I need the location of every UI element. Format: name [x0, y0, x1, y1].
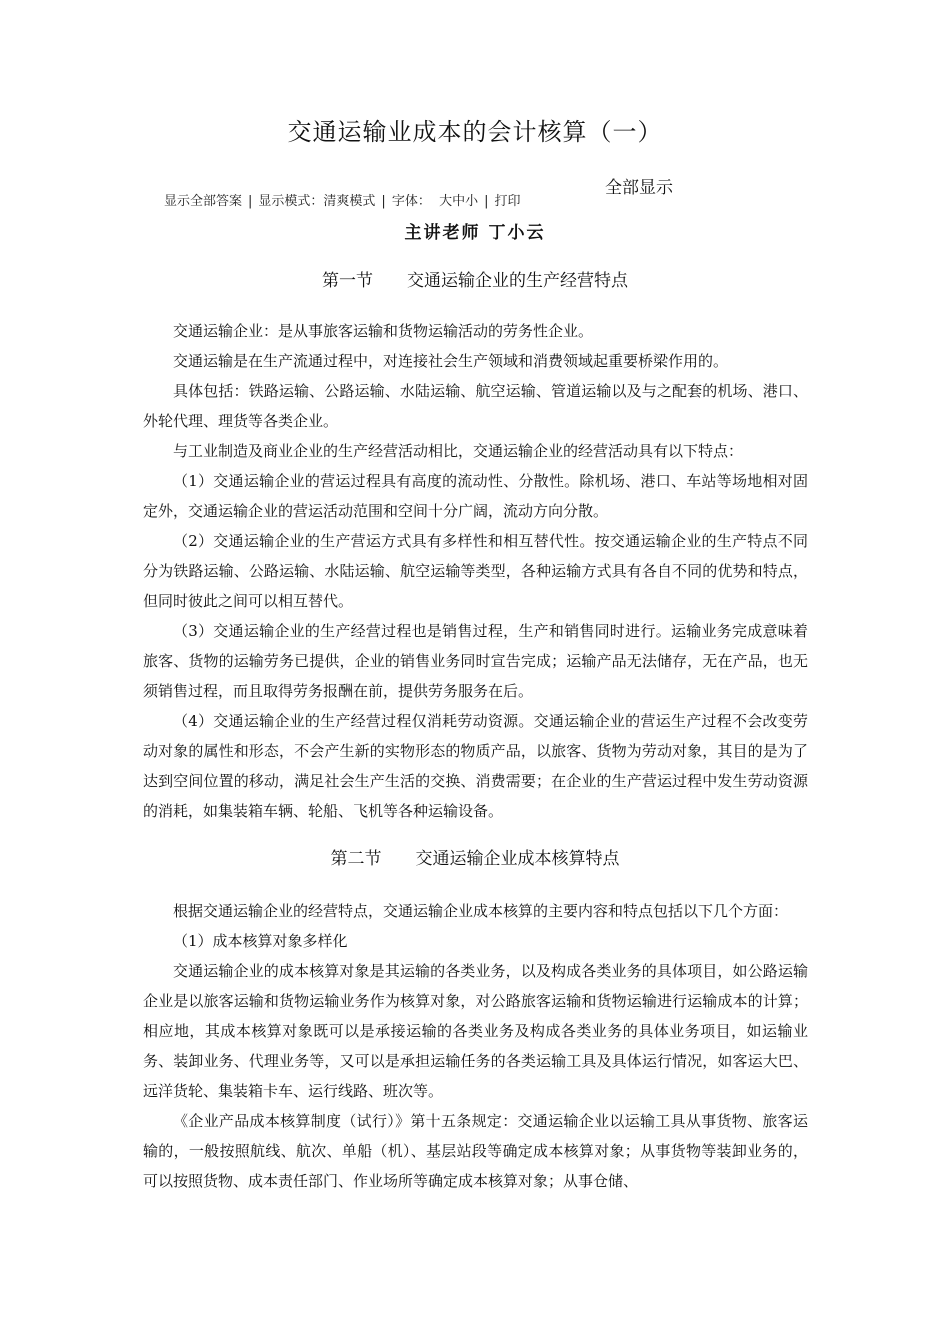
teacher-line: 主讲老师 丁小云	[404, 223, 546, 243]
toolbar-separator: |	[248, 194, 253, 209]
section-1-heading	[0, 266, 950, 291]
font-label: 字体：	[391, 194, 431, 209]
toolbar-separator: |	[381, 194, 386, 209]
display-mode-link[interactable]: 显示模式：清爽模式	[258, 194, 376, 209]
paragraph: 与工业制造及商业企业的生产经营活动相比，交通运输企业的经营活动具有以下特点：	[173, 442, 744, 460]
section-number: 第二节	[330, 849, 382, 869]
page-title: 交通运输业成本的会计核算（一）	[287, 118, 663, 146]
paragraph: （4）交通运输企业的生产经营过程仅消耗劳动资源。交通运输企业的营运生产过程不会改变劳动对象的属性和形态，不会产生新的实物形态的物质产品，以旅客、货物为劳动对象，其目的是为了达到空间位置的移动，满足社会生产生活的交换、消费需要；在企业的生产营运过程中发生劳动资源的消耗，如集装箱车辆、轮船、飞机等各种运输设备。	[143, 712, 808, 820]
display-toolbar	[164, 190, 521, 209]
section-number: 第一节	[322, 271, 373, 291]
section-title: 交通运输企业成本核算特点	[415, 849, 620, 869]
paragraph: （3）交通运输企业的生产经营过程也是销售过程，生产和销售同时进行。运输业务完成意味着旅客、货物的运输劳务已提供，企业的销售业务同时宣告完成；运输产品无法储存，无在产品，也无须销售过程，而且取得劳务报酬在前，提供劳务服务在后。	[143, 622, 808, 700]
paragraph: 根据交通运输企业的经营特点，交通运输企业成本核算的主要内容和特点包括以下几个方面：	[173, 902, 789, 920]
paragraph: 交通运输企业的成本核算对象是其运输的各类业务，以及构成各类业务的具体项目，如公路运输企业是以旅客运输和货物运输业务作为核算对象，对公路旅客运输和货物运输进行运输成本的计算；相应地，其成本核算对象既可以是承接运输的各类业务及构成各类业务的具体业务项目，如运输业务、装卸业务、代理业务等，又可以是承担运输任务的各类运输工具及具体运行情况，如客运大巴、远洋货轮、集装箱卡车、运行线路、班次等。	[143, 962, 808, 1100]
paragraph: （2）交通运输企业的生产营运方式具有多样性和相互替代性。按交通运输企业的生产特点不同分为铁路运输、公路运输、水陆运输、航空运输等类型，各种运输方式具有各自不同的优势和特点，但同时彼此之间可以相互替代。	[143, 532, 808, 610]
section-2-heading	[0, 844, 950, 869]
paragraph: 具体包括：铁路运输、公路运输、水陆运输、航空运输、管道运输以及与之配套的机场、港口、外轮代理、理货等各类企业。	[143, 382, 808, 430]
section-2-body	[143, 896, 808, 1196]
font-size-options[interactable]: 大中小	[439, 194, 479, 209]
print-link[interactable]: 打印	[494, 194, 521, 209]
paragraph: 交通运输是在生产流通过程中，对连接社会生产领域和消费领域起重要桥梁作用的。	[173, 352, 729, 370]
paragraph: （1）成本核算对象多样化	[173, 932, 348, 950]
paragraph: 交通运输企业：是从事旅客运输和货物运输活动的劳务性企业。	[173, 322, 594, 340]
show-all-answers-link[interactable]: 显示全部答案	[164, 194, 243, 209]
section-1-body	[143, 316, 808, 826]
paragraph: （1）交通运输企业的营运过程具有高度的流动性、分散性。除机场、港口、车站等场地相对固定外，交通运输企业的营运活动范围和空间十分广阔，流动方向分散。	[143, 472, 808, 520]
show-all-link[interactable]: 全部显示	[605, 178, 673, 198]
toolbar-separator: |	[484, 194, 489, 209]
paragraph: 《企业产品成本核算制度（试行）》第十五条规定：交通运输企业以运输工具从事货物、旅客运输的，一般按照航线、航次、单船（机）、基层站段等确定成本核算对象；从事货物等装卸业务的，可以按照货物、成本责任部门、作业场所等确定成本核算对象；从事仓储、	[143, 1112, 808, 1190]
section-title: 交通运输企业的生产经营特点	[407, 271, 628, 291]
